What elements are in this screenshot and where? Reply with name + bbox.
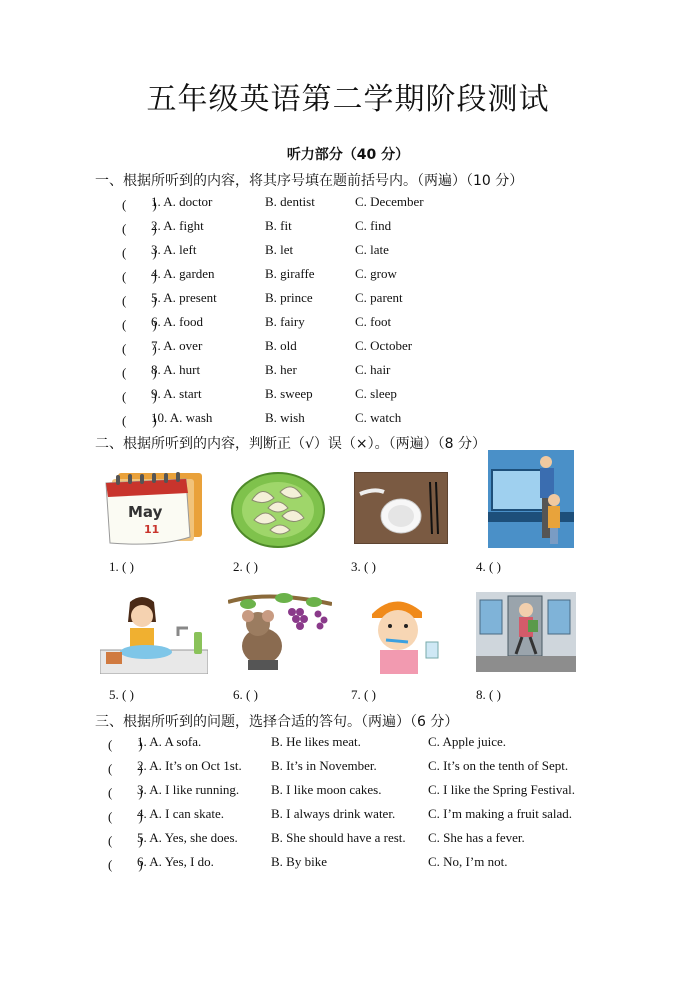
picture-label-6: 6. ( ) (233, 687, 258, 702)
man-head (540, 456, 552, 468)
option-b: B. wish (265, 410, 305, 425)
dumplings-picture (230, 470, 326, 548)
answer-paren[interactable]: ( ) (108, 761, 143, 776)
option-c: C. late (355, 242, 389, 257)
option-a: 3. A. I like running. (137, 782, 240, 797)
option-b: B. sweep (265, 386, 313, 401)
pot (106, 652, 122, 664)
option-b: B. giraffe (265, 266, 315, 281)
option-a: 10. A. wash (151, 410, 213, 425)
calendar-day-text: 11 (144, 523, 160, 536)
train-window (548, 600, 570, 634)
cup (426, 642, 438, 658)
mouse-ear (262, 610, 274, 622)
option-b: B. dentist (265, 194, 315, 209)
option-c: C. find (355, 218, 392, 233)
answer-paren[interactable]: ( ) (108, 809, 143, 824)
option-a: 4. A. garden (151, 266, 215, 281)
option-b: B. She should have a rest. (271, 830, 406, 845)
platform (476, 656, 576, 672)
answer-paren[interactable]: ( ) (108, 737, 143, 752)
option-b: B. He likes meat. (271, 734, 361, 749)
option-a: 2. A. fight (151, 218, 204, 233)
option-c: C. grow (355, 266, 397, 281)
option-a: 6. A. Yes, I do. (137, 854, 214, 869)
answer-paren[interactable]: ( ) (122, 317, 157, 332)
option-a: 8. A. hurt (151, 362, 201, 377)
option-c: C. foot (355, 314, 392, 329)
man-body (540, 468, 554, 498)
bus-window (492, 470, 548, 510)
answer-paren[interactable]: ( ) (108, 833, 143, 848)
washing-dishes-picture (100, 592, 208, 674)
brushing-teeth-picture (356, 590, 446, 674)
calendar-picture (100, 467, 210, 549)
option-a: 1. A. doctor (151, 194, 213, 209)
picture-label-4: 4. ( ) (476, 559, 501, 574)
soap-bottle (194, 632, 202, 654)
section-3-heading: 三、根据所听到的问题，选择合适的答句。（两遍）（6 分） (95, 714, 459, 730)
option-a: 4. A. I can skate. (137, 806, 225, 821)
section-2-heading: 二、根据所听到的内容，判断正（√）误（×）。（两遍）（8 分） (95, 436, 487, 452)
page-title: 五年级英语第二学期阶段测试 (146, 82, 550, 117)
picture-label-8: 8. ( ) (476, 687, 501, 702)
picture-label-7: 7. ( ) (351, 687, 376, 702)
answer-paren[interactable]: ( ) (122, 221, 157, 236)
option-c: C. Apple juice. (428, 734, 506, 749)
option-c: C. December (355, 194, 424, 209)
picture-label-5: 5. ( ) (109, 687, 134, 702)
picture-label-2: 2. ( ) (233, 559, 258, 574)
toothbrush (386, 640, 408, 642)
grapes (288, 608, 328, 630)
option-c: C. No, I’m not. (428, 854, 508, 869)
option-c: C. I like the Spring Festival. (428, 782, 575, 797)
option-b: B. fit (265, 218, 292, 233)
option-c: C. It’s on the tenth of Sept. (428, 758, 569, 773)
option-c: C. October (355, 338, 413, 353)
section-1-heading: 一、根据所听到的内容，将其序号填在题前括号内。（两遍）（10 分） (95, 173, 524, 189)
boy-body (548, 506, 560, 528)
answer-paren[interactable]: ( ) (122, 197, 157, 212)
answer-paren[interactable]: ( ) (122, 293, 157, 308)
answer-paren[interactable]: ( ) (122, 413, 157, 428)
option-b: B. fairy (265, 314, 305, 329)
option-b: B. By bike (271, 854, 327, 869)
option-a: 6. A. food (151, 314, 203, 329)
boy-head (548, 494, 560, 506)
girl-head (519, 603, 533, 617)
option-b: B. I always drink water. (271, 806, 396, 821)
option-a: 2. A. It’s on Oct 1st. (137, 758, 242, 773)
bus-picture (488, 450, 574, 548)
listening-subtitle: 听力部分（40 分） (286, 147, 410, 163)
option-c: C. hair (355, 362, 391, 377)
option-b: B. her (265, 362, 297, 377)
option-b: B. It’s in November. (271, 758, 377, 773)
sink-water (120, 645, 172, 659)
option-a: 3. A. left (151, 242, 197, 257)
option-b: B. let (265, 242, 294, 257)
mouse-grapes-picture (228, 590, 332, 672)
answer-paren[interactable]: ( ) (108, 785, 143, 800)
option-b: B. old (265, 338, 297, 353)
option-b: B. I like moon cakes. (271, 782, 382, 797)
girl-bag (528, 620, 538, 632)
boy-face (378, 610, 418, 650)
calendar-month-text: May (128, 503, 163, 521)
option-a: 5. A. Yes, she does. (137, 830, 238, 845)
picture-label-1: 1. ( ) (109, 559, 134, 574)
girl-head (131, 605, 153, 627)
option-a: 7. A. over (151, 338, 203, 353)
train-window (480, 600, 502, 634)
option-b: B. prince (265, 290, 313, 305)
boy-shirt (380, 650, 418, 674)
bowl-chopsticks-picture (354, 472, 448, 544)
mouse-ear (242, 610, 254, 622)
option-a: 5. A. present (151, 290, 217, 305)
answer-paren[interactable]: ( ) (122, 365, 157, 380)
answer-paren[interactable]: ( ) (122, 341, 157, 356)
picture-label-3: 3. ( ) (351, 559, 376, 574)
answer-paren[interactable]: ( ) (122, 389, 157, 404)
option-a: 9. A. start (151, 386, 202, 401)
option-c: C. She has a fever. (428, 830, 525, 845)
answer-paren[interactable]: ( ) (108, 857, 143, 872)
train-picture (476, 592, 576, 672)
option-c: C. watch (355, 410, 402, 425)
option-a: 1. A. A sofa. (137, 734, 202, 749)
option-c: C. sleep (355, 386, 397, 401)
option-c: C. parent (355, 290, 403, 305)
answer-paren[interactable]: ( ) (122, 269, 157, 284)
answer-paren[interactable]: ( ) (122, 245, 157, 260)
option-c: C. I’m making a fruit salad. (428, 806, 573, 821)
